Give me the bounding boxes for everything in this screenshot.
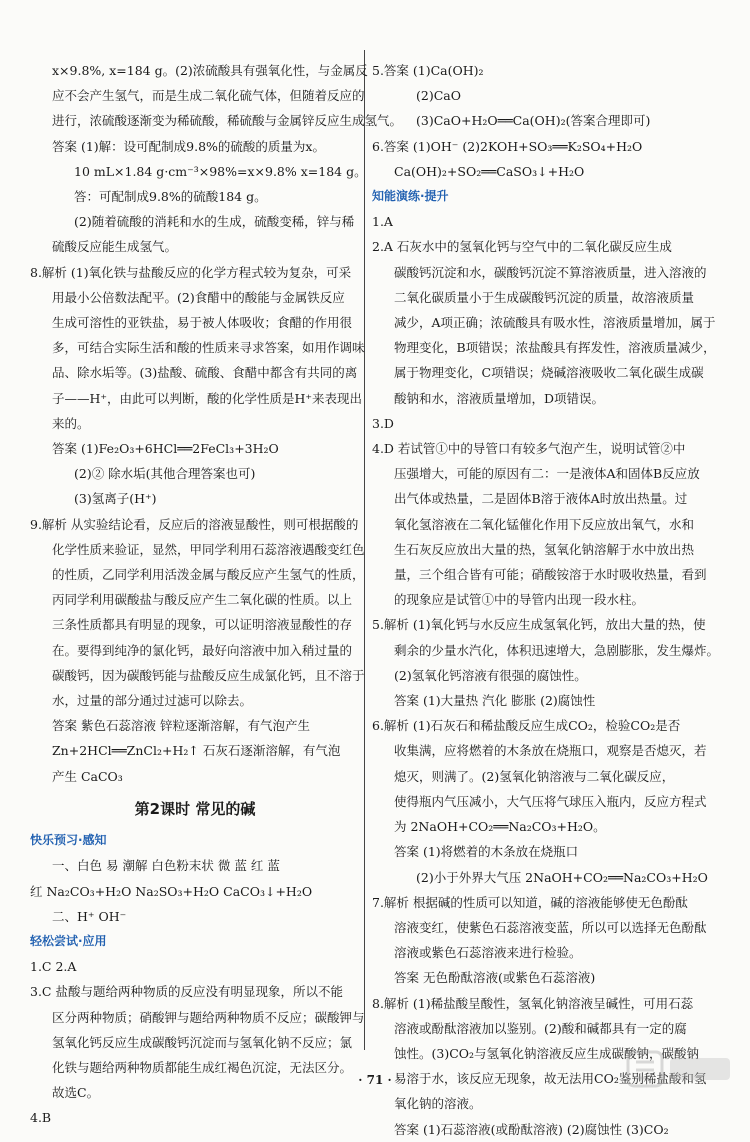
text-line: 一、白色 易 潮解 白色粉末状 微 蓝 红 蓝 xyxy=(52,858,280,874)
text-line: 出气体或热量，二是固体B溶于液体A时放出热量。过 xyxy=(394,491,688,507)
text-line: 10 mL×1.84 g·cm⁻³×98%=x×9.8% x=184 g。 xyxy=(74,163,367,179)
section-heading: 轻松尝试·应用 xyxy=(30,933,107,948)
text-line: Ca(OH)₂+SO₂══CaSO₃↓+H₂O xyxy=(394,163,585,179)
text-line: 产生 CaCO₃ xyxy=(52,768,123,784)
text-line: 生石灰反应放出大量的热，氢氧化钠溶解于水中放出热 xyxy=(394,541,695,557)
text-line: 答案 (1)大量热 汽化 膨胀 (2)腐蚀性 xyxy=(394,693,596,709)
text-line: (2)随着硫酸的消耗和水的生成，硫酸变稀，锌与稀 xyxy=(74,214,355,230)
text-line: 答案 (1)解：设可配制成9.8%的硫酸的质量为x。 xyxy=(52,138,325,154)
text-line: 溶液或酚酞溶液加以鉴别。(2)酸和碱都具有一定的腐 xyxy=(394,1020,687,1036)
text-line: (2)小于外界大气压 2NaOH+CO₂══Na₂CO₃+H₂O xyxy=(416,869,708,885)
text-line: 9.解析 从实验结论看，反应后的溶液显酸性，则可根据酸的 xyxy=(30,516,359,532)
text-line: 易溶于水，该反应无现象，故无法用CO₂鉴别稀盐酸和氢 xyxy=(394,1071,707,1087)
text-line: 酸钠和水，溶液质量增加，D项错误。 xyxy=(394,390,605,406)
text-line: 溶液变红，使紫色石蕊溶液变蓝，所以可以选择无色酚酞 xyxy=(394,919,707,935)
text-line: 蚀性。(3)CO₂与氢氧化钠溶液反应生成碳酸钠，碳酸钠 xyxy=(394,1045,700,1061)
text-line: 属于物理变化，C项错误；烧碱溶液吸收二氧化碳生成碳 xyxy=(394,365,704,381)
text-line: 多，可结合实际生活和酸的性质来寻求答案，如用作调味 xyxy=(52,340,365,356)
text-line: 碳酸钙，因为碳酸钙能与盐酸反应生成氯化钙，且不溶于 xyxy=(52,667,365,683)
text-line: 4.D 若试管①中的导管口有较多气泡产生，说明试管②中 xyxy=(372,441,686,457)
text-line: 应不会产生氢气，而是生成二氧化硫气体，但随着反应的 xyxy=(52,88,365,104)
text-line: 氧化钠的溶液。 xyxy=(394,1096,482,1112)
watermark-icon xyxy=(626,1048,736,1100)
text-line: 三条性质都具有明显的现象，可以证明溶液显酸性的存 xyxy=(52,617,353,633)
text-line: 为 2NaOH+CO₂══Na₂CO₃+H₂O。 xyxy=(394,819,606,835)
text-line: 硫酸反应能生成氢气。 xyxy=(52,239,178,255)
text-line: 减少，A项正确；浓硫酸具有吸水性，溶液质量增加，属于 xyxy=(394,315,716,331)
text-line: 答案 (1)将燃着的木条放在烧瓶口 xyxy=(394,844,579,860)
text-line: 故选C。 xyxy=(52,1085,100,1101)
text-line: 进行，浓硫酸逐渐变为稀硫酸，稀硫酸与金属锌反应生成氢气。 xyxy=(52,113,403,129)
text-line: 5.答案 (1)Ca(OH)₂ xyxy=(372,63,484,78)
text-line: 区分两种物质；硝酸钾与题给两种物质不反应；碳酸钾与 xyxy=(52,1009,365,1025)
text-line: 6.解析 (1)石灰石和稀盐酸反应生成CO₂，检验CO₂是否 xyxy=(372,718,681,734)
section-heading: 知能演练·提升 xyxy=(372,189,449,204)
text-line: 二、H⁺ OH⁻ xyxy=(52,908,127,924)
text-line: 7.解析 根据碱的性质可以知道，碱的溶液能够使无色酚酞 xyxy=(372,894,688,910)
text-line: 答案 无色酚酞溶液(或紫色石蕊溶液) xyxy=(394,970,596,986)
text-line: 用最小公倍数法配平。(2)食醋中的酸能与金属铁反应 xyxy=(52,289,345,305)
text-line: (2)② 除水垢(其他合理答案也可) xyxy=(74,466,256,482)
text-line: 熄灭，则满了。(2)氢氧化钠溶液与二氧化碳反应， xyxy=(394,768,675,784)
text-line: 收集满，应将燃着的木条放在烧瓶口，观察是否熄灭，若 xyxy=(394,743,707,759)
text-line: 4.B xyxy=(30,1110,52,1126)
text-line: 化学性质来验证，显然，甲同学利用石蕊溶液遇酸变红色 xyxy=(52,541,365,557)
text-line: 1.A xyxy=(372,214,393,230)
text-line: 的性质，乙同学利用活泼金属与酸反应产生氢气的性质， xyxy=(52,567,365,583)
text-line: 红 Na₂CO₃+H₂O Na₂SO₃+H₂O CaCO₃↓+H₂O xyxy=(30,883,313,899)
section-heading: 快乐预习·感知 xyxy=(30,833,107,848)
page-number: · 71 · xyxy=(358,1073,392,1087)
text-line: 在。要得到纯净的氯化钙，最好向溶液中加入稍过量的 xyxy=(52,642,353,658)
text-line: 使得瓶内气压减小，大气压将气球压入瓶内，反应方程式 xyxy=(394,793,707,809)
text-line: 生成可溶性的亚铁盐，易于被人体吸收；食醋的作用很 xyxy=(52,315,353,331)
text-line: 剩余的少量水汽化，体积迅速增大，急剧膨胀，发生爆炸。 xyxy=(394,642,720,658)
text-line: 8.解析 (1)氧化铁与盐酸反应的化学方程式较为复杂，可采 xyxy=(30,264,352,280)
text-line: 溶液或紫色石蕊溶液来进行检验。 xyxy=(394,945,582,961)
text-line: 碳酸钙沉淀和水，碳酸钙沉淀不算溶液质量，进入溶液的 xyxy=(394,264,707,280)
text-line: 水，过量的部分通过过滤可以除去。 xyxy=(52,693,253,709)
text-line: 化铁与题给两种物质都能生成红褐色沉淀，无法区分。 xyxy=(52,1059,353,1075)
text-line: x×9.8%, x=184 g。(2)浓硫酸具有强氧化性，与金属反 xyxy=(52,63,368,78)
text-line: 2.A 石灰水中的氢氧化钙与空气中的二氧化碳反应生成 xyxy=(372,239,672,255)
text-line: 答案 (1)Fe₂O₃+6HCl══2FeCl₃+3H₂O xyxy=(52,441,279,457)
text-line: 6.答案 (1)OH⁻ (2)2KOH+SO₃══K₂SO₄+H₂O xyxy=(372,138,643,154)
text-line: (3)CaO+H₂O══Ca(OH)₂(答案合理即可) xyxy=(416,113,651,129)
text-line: 压强增大，可能的原因有二：一是液体A和固体B反应放 xyxy=(394,466,700,482)
text-line: 子——H⁺，由此可以判断，酸的化学性质是H⁺来表现出 xyxy=(52,390,362,406)
text-line: (2)氢氧化钙溶液有很强的腐蚀性。 xyxy=(394,667,587,683)
text-line: 氢氧化钙反应生成碳酸钙沉淀而与氢氧化钠不反应；氯 xyxy=(52,1034,353,1050)
text-line: 8.解析 (1)稀盐酸呈酸性，氢氧化钠溶液呈碱性，可用石蕊 xyxy=(372,995,694,1011)
text-line: 品、除水垢等。(3)盐酸、硫酸、食醋中都含有共同的离 xyxy=(52,365,358,381)
text-line: (2)CaO xyxy=(416,88,461,104)
text-line: 丙同学利用碳酸盐与酸反应产生二氧化碳的性质。以上 xyxy=(52,592,353,608)
text-line: (3)氢离子(H⁺) xyxy=(74,491,157,507)
text-line: 氧化氢溶液在二氧化锰催化作用下反应放出氧气，水和 xyxy=(394,516,695,532)
text-line: 答案 紫色石蕊溶液 锌粒逐渐溶解，有气泡产生 xyxy=(52,718,310,734)
text-line: 来的。 xyxy=(52,415,90,431)
text-line: 量，三个组合皆有可能；硝酸铵溶于水时吸收热量，看到 xyxy=(394,567,707,583)
text-line: 答案 (1)石蕊溶液(或酚酞溶液) (2)腐蚀性 (3)CO₂ xyxy=(394,1121,669,1137)
text-line: 3.C 盐酸与题给两种物质的反应没有明显现象，所以不能 xyxy=(30,984,343,1000)
text-line: 物理变化，B项错误；浓盐酸具有挥发性，溶液质量减少， xyxy=(394,340,716,356)
text-line: Zn+2HCl══ZnCl₂+H₂↑ 石灰石逐渐溶解，有气泡 xyxy=(52,743,341,759)
text-line: 答：可配制成9.8%的硫酸184 g。 xyxy=(74,189,267,205)
right-column xyxy=(372,58,720,1142)
lesson-title: 第2课时 常见的碱 xyxy=(134,799,256,818)
text-line: 二氧化碳质量小于生成碳酸钙沉淀的质量，故溶液质量 xyxy=(394,289,695,305)
text-line: 3.D xyxy=(372,415,394,431)
text-line: 5.解析 (1)氧化钙与水反应生成氢氧化钙，放出大量的热，使 xyxy=(372,617,706,633)
text-line: 1.C 2.A xyxy=(30,959,77,975)
text-line: 的现象应是试管①中的导管内出现一段水柱。 xyxy=(394,592,645,608)
